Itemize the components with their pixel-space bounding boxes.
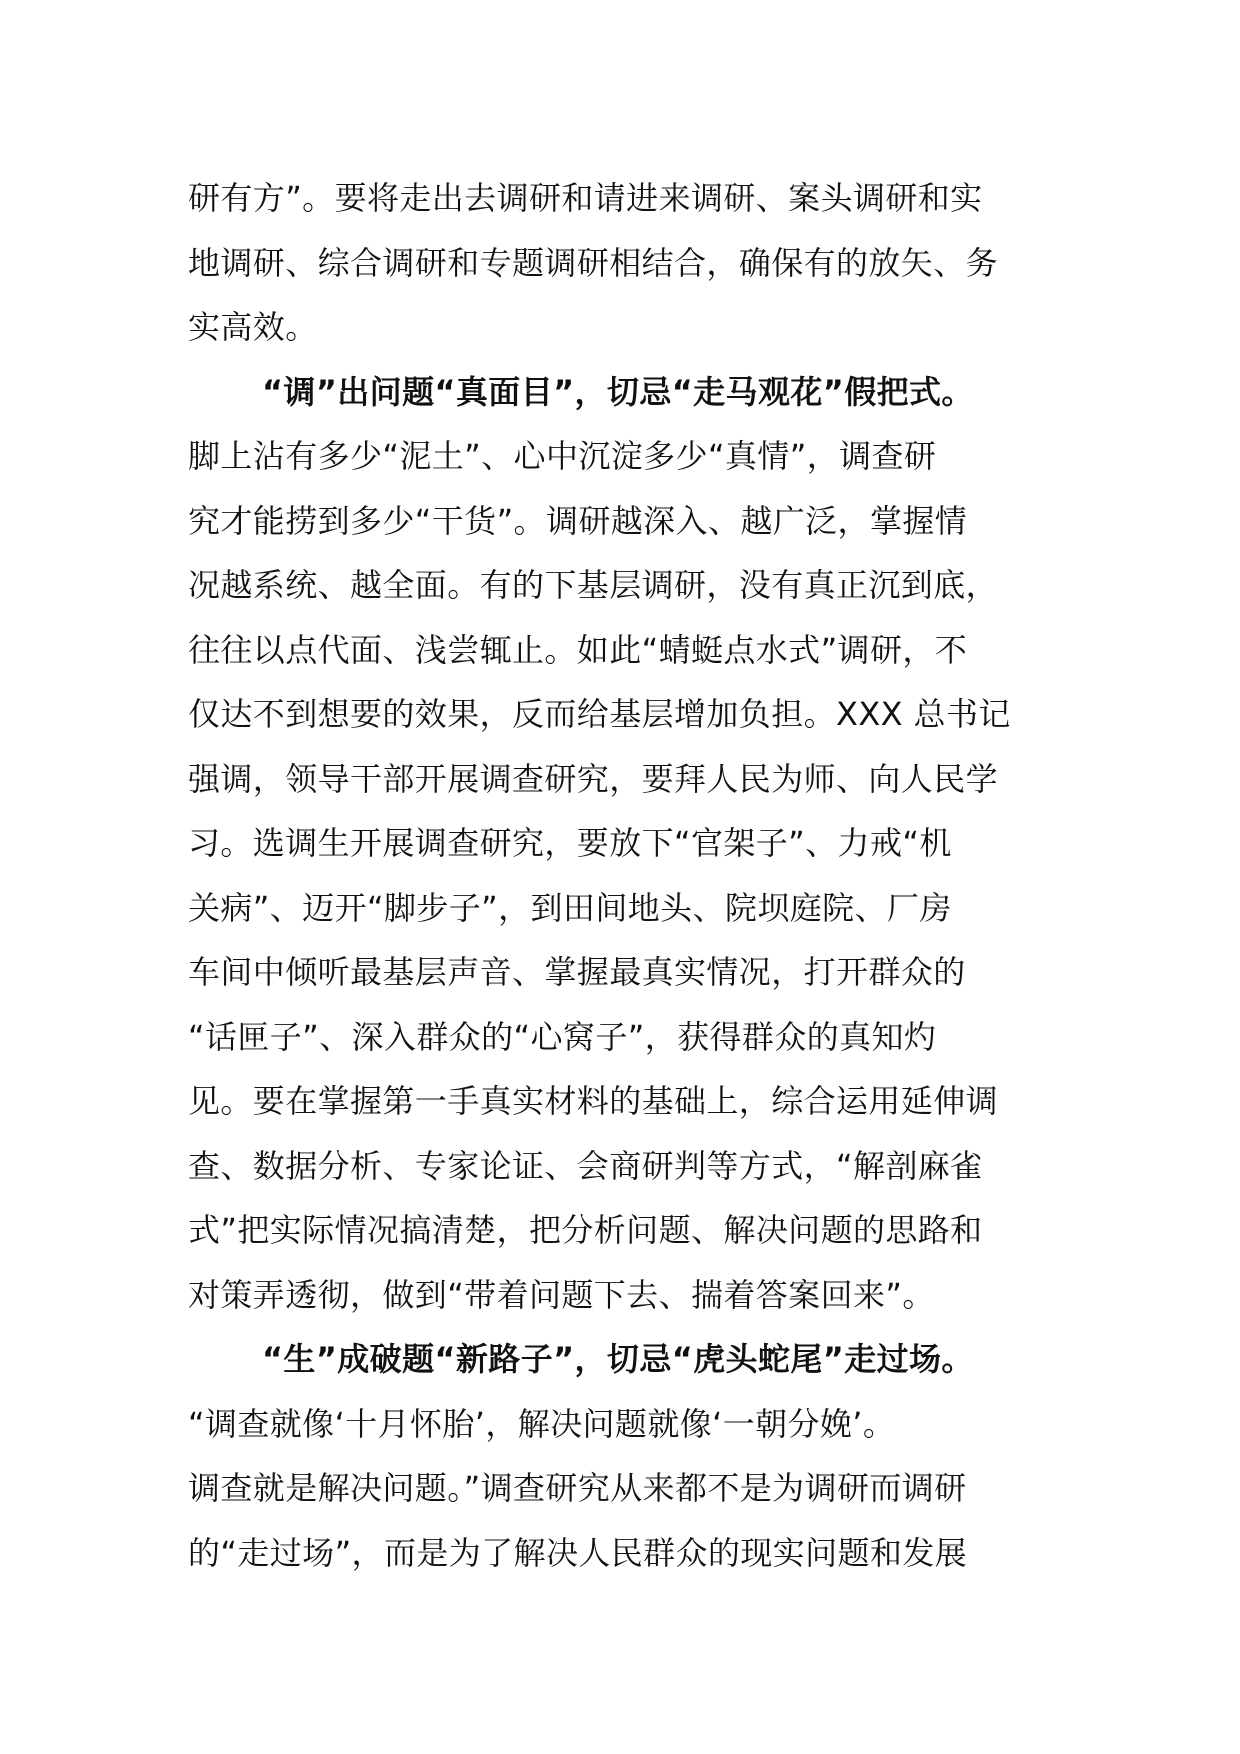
text-line: 对策弄透彻，做到“带着问题下去、揣着答案回来”。 (188, 1275, 935, 1314)
section-heading-sheng: “生”成破题“新路子”，切忌“虎头蛇尾”走过场。 (262, 1340, 974, 1378)
text-line: 的“走过场”，而是为了解决人民群众的现实问题和发展 (188, 1533, 968, 1572)
text-line: 见。要在掌握第一手真实材料的基础上，综合运用延伸调 (188, 1082, 999, 1120)
text-line: 调查就是解决问题。”调查研究从来都不是为调研而调研 (188, 1469, 967, 1507)
text-line: 仅达不到想要的效果，反而给基层增加负担。XXX 总书记 (188, 695, 1011, 733)
text-line: 地调研、综合调研和专题调研相结合，确保有的放矢、务 (188, 243, 999, 282)
text-line: 强调，领导干部开展调查研究，要拜人民为师、向人民学 (188, 759, 999, 798)
text-line: 习。选调生开展调查研究，要放下“官架子”、力戒“机 (188, 824, 952, 862)
text-line: 脚上沾有多少“泥土”、心中沉淀多少“真情”，调查研 (188, 437, 937, 475)
text-line: 关病”、迈开“脚步子”，到田间地头、院坝庭院、厂房 (188, 888, 952, 927)
body-text (188, 166, 1072, 1585)
text-line: 查、数据分析、专家论证、会商研判等方式，“解剖麻雀 (188, 1146, 983, 1185)
text-line: 况越系统、越全面。有的下基层调研，没有真正沉到底， (188, 566, 999, 604)
text-line: “话匣子”、深入群众的“心窝子”，获得群众的真知灼 (188, 1017, 937, 1056)
text-line: “调查就像‘十月怀胎’，解决问题就像‘一朝分娩’。 (188, 1404, 896, 1443)
text-line: 式”把实际情况搞清楚，把分析问题、解决问题的思路和 (188, 1211, 983, 1249)
text-line: 研有方”。要将走出去调研和请进来调研、案头调研和实 (188, 179, 983, 217)
text-line: 往往以点代面、浅尝辄止。如此“蜻蜓点水式”调研，不 (188, 630, 968, 669)
text-line: 车间中倾听最基层声音、掌握最真实情况，打开群众的 (188, 953, 966, 991)
text-line: 实高效。 (188, 308, 318, 346)
section-heading-diao: “调”出问题“真面目”，切忌“走马观花”假把式。 (262, 372, 974, 411)
text-line: 究才能捞到多少“干货”。调研越深入、越广泛，掌握情 (188, 501, 968, 540)
